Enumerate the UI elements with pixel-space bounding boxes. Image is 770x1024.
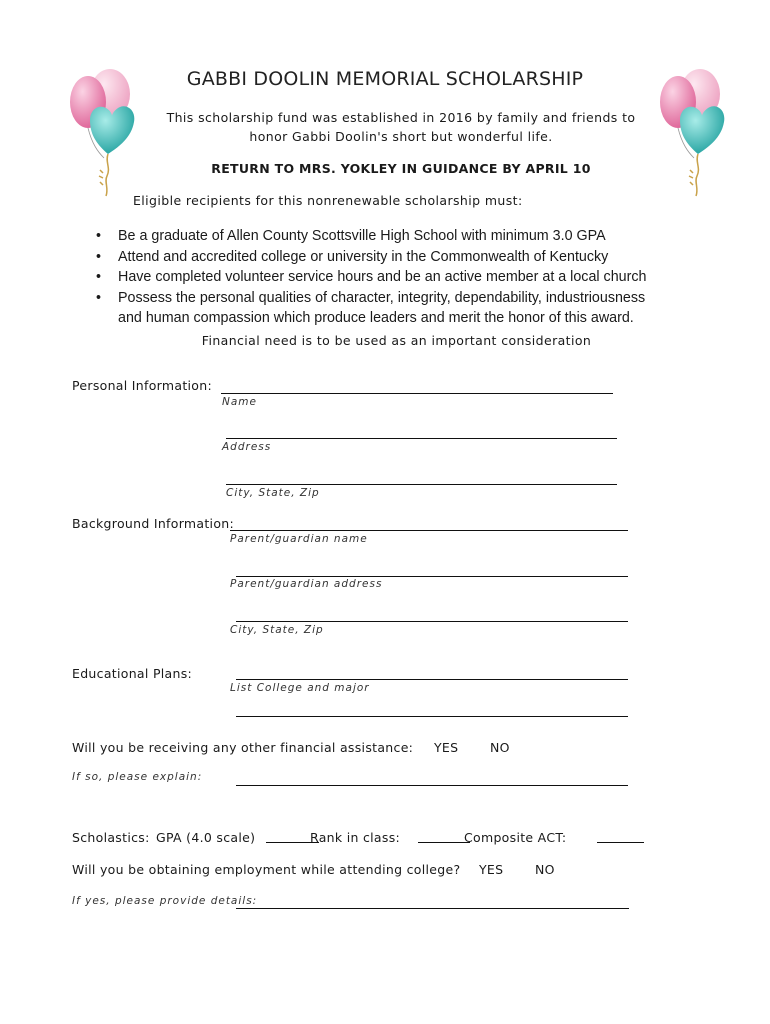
parent-name-field[interactable] [230, 530, 628, 531]
eligibility-intro: Eligible recipients for this nonrenewable scholarship must: [133, 193, 523, 208]
employment-yes-option[interactable]: YES [479, 862, 504, 877]
educational-plans-label: Educational Plans: [72, 666, 193, 681]
college-major-hint: List College and major [230, 682, 370, 694]
employment-question: Will you be obtaining employment while attending college? [72, 862, 461, 877]
act-label: Composite ACT: [464, 830, 567, 845]
name-hint: Name [222, 396, 257, 408]
city-state-zip-hint: City, State, Zip [226, 487, 320, 499]
financial-assistance-question: Will you be receiving any other financial assistance: [72, 740, 414, 755]
assistance-yes-option[interactable]: YES [434, 740, 459, 755]
details-label: If yes, please provide details: [72, 895, 258, 907]
requirement-item [100, 288, 646, 329]
city-state-zip-field[interactable] [226, 484, 617, 485]
requirement-item: • Attend and accredited college or university in the Commonwealth of Kentucky [100, 247, 646, 268]
requirement-item: • Have completed volunteer service hours and be an active member at a local church [100, 267, 646, 288]
scholastics-label: Scholastics: [72, 830, 150, 845]
name-field[interactable] [221, 393, 613, 394]
requirement-text: Possess the personal qualities of character, integrity, dependability, industriousness [118, 289, 646, 306]
act-field[interactable] [597, 842, 644, 843]
employment-no-option[interactable]: NO [535, 862, 555, 877]
parent-city-state-zip-hint: City, State, Zip [230, 624, 324, 636]
rank-label: Rank in class: [310, 830, 401, 845]
gpa-label: GPA (4.0 scale) [156, 830, 256, 845]
financial-need-note: Financial need is to be used as an important consideration [201, 333, 592, 348]
parent-address-hint: Parent/guardian address [230, 578, 383, 590]
parent-city-state-zip-field[interactable] [236, 621, 628, 622]
background-info-label: Background Information: [72, 516, 235, 531]
parent-name-hint: Parent/guardian name [230, 533, 368, 545]
intro-line: honor Gabbi Doolin's short but wonderful life. [249, 129, 553, 144]
return-notice: RETURN TO MRS. YOKLEY IN GUIDANCE BY APRIL 10 [211, 161, 591, 176]
rank-field[interactable] [418, 842, 470, 843]
address-hint: Address [222, 441, 272, 453]
address-field[interactable] [226, 438, 617, 439]
requirement-text-cont: and human compassion which produce leaders and merit the honor of this award. [118, 310, 634, 326]
page-title: GABBI DOOLIN MEMORIAL SCHOLARSHIP [186, 68, 584, 90]
details-field[interactable] [236, 908, 629, 909]
college-major-field[interactable] [236, 679, 628, 680]
parent-address-field[interactable] [236, 576, 628, 577]
personal-info-label: Personal Information: [72, 378, 212, 393]
assistance-no-option[interactable]: NO [490, 740, 510, 755]
college-major-field-2[interactable] [236, 716, 628, 717]
explain-label: If so, please explain: [72, 771, 203, 783]
requirement-item: • Be a graduate of Allen County Scottsville High School with minimum 3.0 GPA [100, 226, 646, 247]
explain-field[interactable] [236, 785, 628, 786]
requirements-list [100, 226, 646, 329]
intro-paragraph [0, 108, 770, 146]
intro-line: This scholarship fund was established in 2016 by family and friends to [166, 110, 636, 125]
